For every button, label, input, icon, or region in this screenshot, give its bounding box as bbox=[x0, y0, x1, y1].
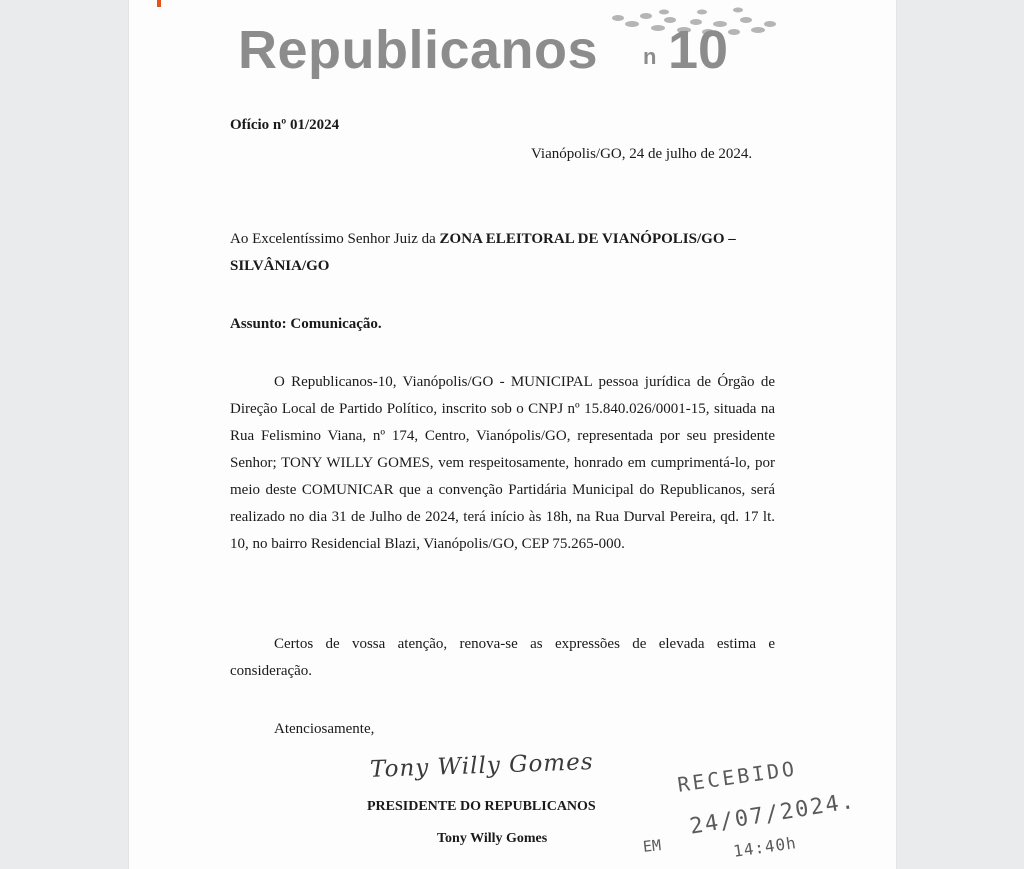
signature-name: Tony Willy Gomes bbox=[437, 831, 548, 846]
logo-number-prefix: n bbox=[643, 44, 657, 69]
logo-wordmark: Republicanos bbox=[238, 20, 599, 80]
date-line: Vianópolis/GO, 24 de julho de 2024. bbox=[531, 146, 753, 162]
received-stamp-time: 14:40h bbox=[732, 833, 798, 861]
closing-paragraph: Certos de vossa atenção, renova-se as expressões de elevada estima e consideração. bbox=[230, 636, 775, 679]
office-number: Ofício nº 01/2024 bbox=[230, 117, 340, 133]
handwritten-signature: Tony Willy Gomes bbox=[369, 749, 594, 783]
received-stamp-on: EM bbox=[642, 836, 662, 856]
regards-line: Atenciosamente, bbox=[274, 721, 375, 737]
addressee-prefix: Ao Excelentíssimo Senhor Juiz da bbox=[230, 231, 440, 247]
addressee-court: ZONA ELEITORAL DE VIANÓPOLIS/GO – SILVÂNIA/GO bbox=[230, 231, 736, 274]
subject-line: Assunto: Comunicação. bbox=[230, 316, 382, 332]
received-stamp-date: 24/07/2024. bbox=[688, 788, 858, 840]
received-stamp-label: RECEBIDO bbox=[676, 756, 799, 797]
signature-title: PRESIDENTE DO REPUBLICANOS bbox=[367, 799, 596, 814]
logo-number: 10 bbox=[668, 20, 729, 80]
party-logo bbox=[238, 10, 778, 80]
body-paragraph: O Republicanos-10, Vianópolis/GO - MUNICIPAL pessoa jurídica de Órgão de Direção Local de Partido Político, inscrito sob o CNPJ nº 15.840.026/0001-15, situada na Rua Felismino Viana, nº 174, Centro, Vianópolis/GO, representada por seu presidente Senhor; TONY WILLY GOMES, vem respeitosamente, honrado em cumprimentá-lo, por meio deste COMUNICAR que a convenção Partidária Municipal do Republicanos, será realizado no dia 31 de Julho de 2024, terá início às 18h, na Rua Durval Pereira, qd. 17 lt. 10, no bairro Residencial Blazi, Vianópolis/GO, CEP 75.265-000. bbox=[230, 374, 775, 552]
corner-mark bbox=[157, 0, 161, 7]
addressee bbox=[230, 226, 775, 280]
